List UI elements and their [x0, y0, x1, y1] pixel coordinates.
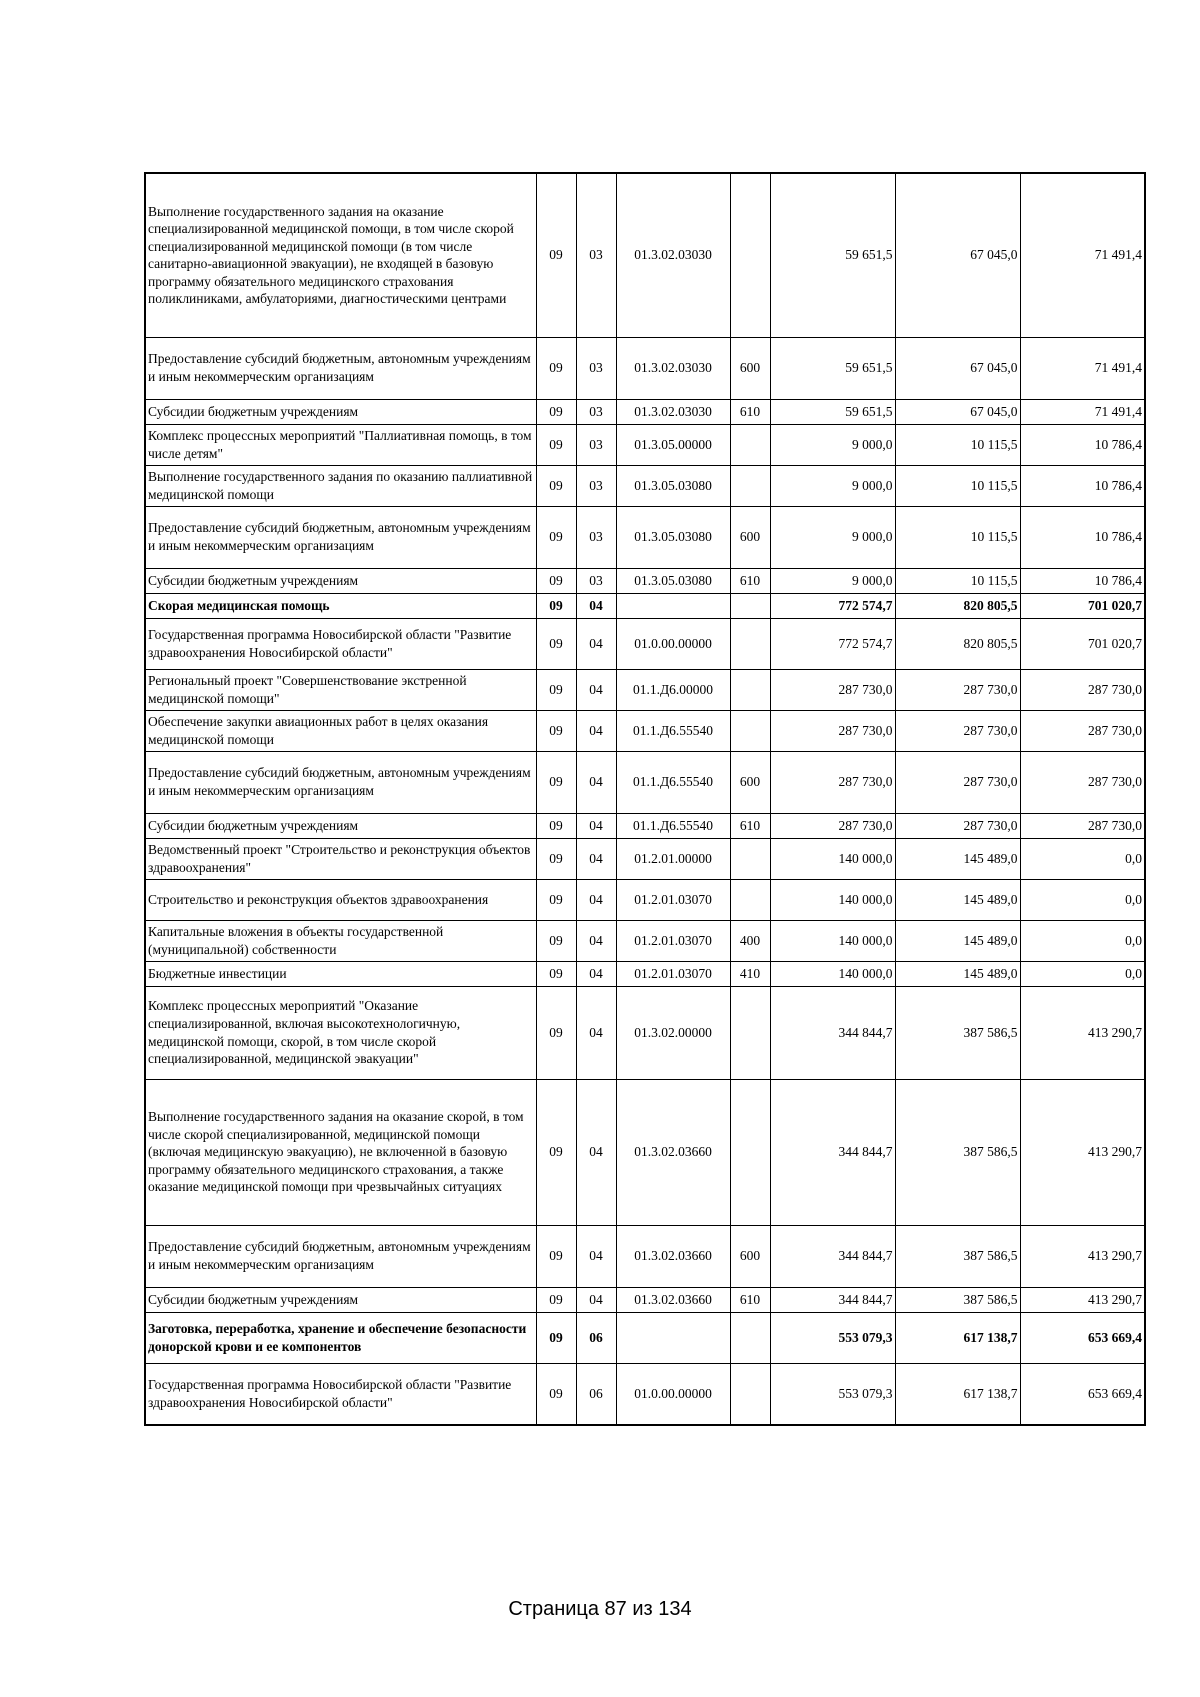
table-row [145, 618, 1145, 669]
cell-subsection: 06 [576, 1363, 616, 1425]
cell-expense-type [730, 710, 770, 751]
cell-subsection: 04 [576, 986, 616, 1079]
cell-name: Выполнение государственного задания по оказанию паллиативной медицинской помощи [145, 465, 536, 506]
table-row [145, 813, 1145, 838]
cell-amount-year-1: 9 000,0 [770, 465, 895, 506]
cell-amount-year-1: 59 651,5 [770, 337, 895, 399]
cell-section: 09 [536, 961, 576, 986]
cell-amount-year-1: 9 000,0 [770, 506, 895, 568]
cell-name: Предоставление субсидий бюджетным, автономным учреждениям и иным некоммерческим организациям [145, 337, 536, 399]
cell-expense-type [730, 838, 770, 879]
cell-section: 09 [536, 879, 576, 920]
cell-expense-type: 600 [730, 337, 770, 399]
table-row [145, 1079, 1145, 1225]
cell-name: Региональный проект "Совершенствование экстренной медицинской помощи" [145, 669, 536, 710]
cell-target-item: 01.2.01.03070 [616, 920, 730, 961]
table-row [145, 1312, 1145, 1363]
cell-amount-year-3: 0,0 [1020, 920, 1145, 961]
cell-subsection: 04 [576, 961, 616, 986]
cell-amount-year-2: 145 489,0 [895, 838, 1020, 879]
cell-amount-year-3: 0,0 [1020, 838, 1145, 879]
cell-subsection: 04 [576, 920, 616, 961]
cell-name: Предоставление субсидий бюджетным, автономным учреждениям и иным некоммерческим организациям [145, 506, 536, 568]
cell-amount-year-3: 287 730,0 [1020, 669, 1145, 710]
cell-section: 09 [536, 173, 576, 337]
table-row [145, 424, 1145, 465]
cell-amount-year-2: 387 586,5 [895, 1225, 1020, 1287]
cell-expense-type [730, 465, 770, 506]
cell-target-item: 01.1.Д6.55540 [616, 813, 730, 838]
table-row [145, 465, 1145, 506]
cell-amount-year-3: 10 786,4 [1020, 506, 1145, 568]
table-row [145, 1225, 1145, 1287]
cell-expense-type [730, 879, 770, 920]
cell-amount-year-1: 140 000,0 [770, 961, 895, 986]
cell-amount-year-3: 287 730,0 [1020, 813, 1145, 838]
cell-amount-year-3: 287 730,0 [1020, 710, 1145, 751]
cell-target-item: 01.3.05.03080 [616, 465, 730, 506]
cell-amount-year-3: 10 786,4 [1020, 424, 1145, 465]
cell-subsection: 04 [576, 838, 616, 879]
cell-subsection: 03 [576, 337, 616, 399]
cell-name: Государственная программа Новосибирской области "Развитие здравоохранения Новосибирской области" [145, 618, 536, 669]
cell-name: Государственная программа Новосибирской области "Развитие здравоохранения Новосибирской области" [145, 1363, 536, 1425]
cell-amount-year-3: 413 290,7 [1020, 1287, 1145, 1312]
cell-name: Выполнение государственного задания на оказание скорой, в том числе скорой специализированной, медицинской помощи (включая медицинскую эвакуацию), не включенной в базовую программу обязательного медицинского страхования, а также оказание медицинской помощи при чрезвычайных ситуациях [145, 1079, 536, 1225]
cell-amount-year-2: 10 115,5 [895, 424, 1020, 465]
table-row [145, 961, 1145, 986]
cell-subsection: 03 [576, 506, 616, 568]
cell-subsection: 04 [576, 710, 616, 751]
cell-amount-year-3: 287 730,0 [1020, 751, 1145, 813]
cell-amount-year-1: 553 079,3 [770, 1363, 895, 1425]
cell-amount-year-3: 71 491,4 [1020, 337, 1145, 399]
cell-amount-year-3: 10 786,4 [1020, 465, 1145, 506]
cell-target-item: 01.3.02.03030 [616, 173, 730, 337]
cell-amount-year-2: 387 586,5 [895, 1079, 1020, 1225]
table-row [145, 751, 1145, 813]
cell-amount-year-3: 71 491,4 [1020, 173, 1145, 337]
cell-target-item: 01.3.02.03660 [616, 1225, 730, 1287]
cell-amount-year-3: 701 020,7 [1020, 618, 1145, 669]
cell-subsection: 04 [576, 1079, 616, 1225]
cell-expense-type [730, 1363, 770, 1425]
cell-subsection: 03 [576, 173, 616, 337]
cell-amount-year-3: 10 786,4 [1020, 568, 1145, 593]
cell-subsection: 04 [576, 593, 616, 618]
cell-amount-year-1: 140 000,0 [770, 879, 895, 920]
cell-target-item: 01.0.00.00000 [616, 1363, 730, 1425]
cell-target-item: 01.3.05.03080 [616, 568, 730, 593]
cell-section: 09 [536, 337, 576, 399]
cell-expense-type: 610 [730, 813, 770, 838]
cell-section: 09 [536, 1225, 576, 1287]
page-number: Страница 87 из 134 [508, 1598, 692, 1620]
cell-section: 09 [536, 593, 576, 618]
table-row [145, 593, 1145, 618]
table-row [145, 920, 1145, 961]
cell-expense-type [730, 669, 770, 710]
cell-target-item: 01.3.02.03030 [616, 399, 730, 424]
cell-expense-type: 610 [730, 1287, 770, 1312]
cell-section: 09 [536, 1363, 576, 1425]
cell-amount-year-2: 67 045,0 [895, 337, 1020, 399]
cell-amount-year-1: 140 000,0 [770, 920, 895, 961]
cell-section: 09 [536, 1079, 576, 1225]
cell-target-item: 01.2.01.00000 [616, 838, 730, 879]
cell-amount-year-2: 287 730,0 [895, 751, 1020, 813]
cell-target-item: 01.3.02.03660 [616, 1079, 730, 1225]
cell-amount-year-1: 344 844,7 [770, 1287, 895, 1312]
cell-name: Скорая медицинская помощь [145, 593, 536, 618]
cell-expense-type [730, 1079, 770, 1225]
cell-amount-year-3: 71 491,4 [1020, 399, 1145, 424]
cell-amount-year-1: 553 079,3 [770, 1312, 895, 1363]
table-row [145, 337, 1145, 399]
cell-amount-year-3: 653 669,4 [1020, 1363, 1145, 1425]
cell-expense-type: 600 [730, 1225, 770, 1287]
cell-subsection: 04 [576, 1225, 616, 1287]
cell-amount-year-1: 59 651,5 [770, 173, 895, 337]
cell-subsection: 03 [576, 424, 616, 465]
cell-amount-year-3: 413 290,7 [1020, 1225, 1145, 1287]
budget-table [144, 172, 1146, 1426]
cell-amount-year-2: 10 115,5 [895, 568, 1020, 593]
cell-expense-type: 410 [730, 961, 770, 986]
cell-section: 09 [536, 920, 576, 961]
cell-section: 09 [536, 669, 576, 710]
cell-amount-year-3: 0,0 [1020, 879, 1145, 920]
cell-amount-year-2: 10 115,5 [895, 506, 1020, 568]
table-row [145, 879, 1145, 920]
cell-amount-year-1: 344 844,7 [770, 1079, 895, 1225]
cell-amount-year-2: 287 730,0 [895, 710, 1020, 751]
cell-expense-type: 600 [730, 506, 770, 568]
cell-expense-type [730, 424, 770, 465]
cell-section: 09 [536, 986, 576, 1079]
table-row [145, 1363, 1145, 1425]
cell-section: 09 [536, 618, 576, 669]
cell-name: Субсидии бюджетным учреждениям [145, 399, 536, 424]
cell-target-item: 01.3.05.03080 [616, 506, 730, 568]
cell-subsection: 03 [576, 568, 616, 593]
table-row [145, 1287, 1145, 1312]
cell-subsection: 04 [576, 879, 616, 920]
cell-amount-year-2: 67 045,0 [895, 173, 1020, 337]
cell-subsection: 04 [576, 669, 616, 710]
cell-amount-year-1: 287 730,0 [770, 669, 895, 710]
cell-name: Субсидии бюджетным учреждениям [145, 813, 536, 838]
cell-amount-year-2: 287 730,0 [895, 669, 1020, 710]
cell-name: Комплекс процессных мероприятий "Оказание специализированной, включая высокотехнологичную, медицинской помощи, скорой, в том числе скорой специализированной, медицинской эвакуации" [145, 986, 536, 1079]
cell-subsection: 04 [576, 618, 616, 669]
cell-amount-year-1: 344 844,7 [770, 986, 895, 1079]
cell-amount-year-3: 413 290,7 [1020, 1079, 1145, 1225]
table-row [145, 986, 1145, 1079]
cell-target-item: 01.1.Д6.55540 [616, 751, 730, 813]
cell-amount-year-2: 145 489,0 [895, 879, 1020, 920]
cell-amount-year-1: 9 000,0 [770, 424, 895, 465]
cell-amount-year-1: 59 651,5 [770, 399, 895, 424]
cell-target-item [616, 1312, 730, 1363]
cell-expense-type: 400 [730, 920, 770, 961]
cell-expense-type: 610 [730, 399, 770, 424]
cell-target-item: 01.0.00.00000 [616, 618, 730, 669]
cell-subsection: 03 [576, 399, 616, 424]
cell-amount-year-2: 67 045,0 [895, 399, 1020, 424]
cell-section: 09 [536, 751, 576, 813]
cell-name: Предоставление субсидий бюджетным, автономным учреждениям и иным некоммерческим организациям [145, 751, 536, 813]
cell-expense-type: 600 [730, 751, 770, 813]
cell-amount-year-1: 9 000,0 [770, 568, 895, 593]
cell-section: 09 [536, 399, 576, 424]
cell-expense-type [730, 593, 770, 618]
cell-section: 09 [536, 506, 576, 568]
cell-amount-year-2: 820 805,5 [895, 618, 1020, 669]
cell-name: Субсидии бюджетным учреждениям [145, 568, 536, 593]
cell-name: Выполнение государственного задания на оказание специализированной медицинской помощи, в том числе скорой специализированной медицинской помощи (в том числе санитарно-авиационной эвакуации), не входящей в базовую программу обязательного медицинского страхования поликлиниками, амбулаториями, диагностическими центрами [145, 173, 536, 337]
cell-name: Ведомственный проект "Строительство и реконструкция объектов здравоохранения" [145, 838, 536, 879]
cell-section: 09 [536, 568, 576, 593]
table-row [145, 399, 1145, 424]
cell-name: Капитальные вложения в объекты государственной (муниципальной) собственности [145, 920, 536, 961]
cell-section: 09 [536, 838, 576, 879]
cell-expense-type [730, 1312, 770, 1363]
table-row [145, 710, 1145, 751]
cell-amount-year-2: 387 586,5 [895, 986, 1020, 1079]
cell-target-item: 01.2.01.03070 [616, 961, 730, 986]
cell-amount-year-2: 387 586,5 [895, 1287, 1020, 1312]
cell-target-item: 01.3.02.00000 [616, 986, 730, 1079]
cell-expense-type [730, 618, 770, 669]
table-row [145, 838, 1145, 879]
cell-expense-type: 610 [730, 568, 770, 593]
cell-subsection: 04 [576, 751, 616, 813]
cell-section: 09 [536, 1312, 576, 1363]
cell-target-item: 01.3.05.00000 [616, 424, 730, 465]
cell-amount-year-3: 0,0 [1020, 961, 1145, 986]
cell-amount-year-2: 145 489,0 [895, 961, 1020, 986]
cell-amount-year-1: 772 574,7 [770, 618, 895, 669]
cell-section: 09 [536, 710, 576, 751]
cell-target-item: 01.2.01.03070 [616, 879, 730, 920]
cell-amount-year-1: 344 844,7 [770, 1225, 895, 1287]
cell-name: Заготовка, переработка, хранение и обеспечение безопасности донорской крови и ее компонентов [145, 1312, 536, 1363]
cell-section: 09 [536, 1287, 576, 1312]
cell-amount-year-3: 413 290,7 [1020, 986, 1145, 1079]
cell-subsection: 06 [576, 1312, 616, 1363]
cell-subsection: 04 [576, 813, 616, 838]
cell-section: 09 [536, 424, 576, 465]
cell-amount-year-2: 145 489,0 [895, 920, 1020, 961]
cell-amount-year-2: 617 138,7 [895, 1363, 1020, 1425]
cell-expense-type [730, 173, 770, 337]
cell-target-item: 01.1.Д6.55540 [616, 710, 730, 751]
cell-amount-year-3: 701 020,7 [1020, 593, 1145, 618]
cell-target-item [616, 593, 730, 618]
cell-amount-year-1: 287 730,0 [770, 813, 895, 838]
cell-target-item: 01.3.02.03030 [616, 337, 730, 399]
cell-name: Строительство и реконструкция объектов здравоохранения [145, 879, 536, 920]
cell-name: Субсидии бюджетным учреждениям [145, 1287, 536, 1312]
cell-amount-year-2: 10 115,5 [895, 465, 1020, 506]
cell-amount-year-1: 140 000,0 [770, 838, 895, 879]
table-row [145, 173, 1145, 337]
cell-amount-year-1: 287 730,0 [770, 751, 895, 813]
cell-subsection: 03 [576, 465, 616, 506]
table-row [145, 568, 1145, 593]
cell-target-item: 01.3.02.03660 [616, 1287, 730, 1312]
cell-target-item: 01.1.Д6.00000 [616, 669, 730, 710]
cell-name: Комплекс процессных мероприятий "Паллиативная помощь, в том числе детям" [145, 424, 536, 465]
cell-amount-year-1: 772 574,7 [770, 593, 895, 618]
cell-subsection: 04 [576, 1287, 616, 1312]
cell-section: 09 [536, 465, 576, 506]
cell-amount-year-1: 287 730,0 [770, 710, 895, 751]
page-footer [0, 1598, 1200, 1621]
cell-amount-year-2: 617 138,7 [895, 1312, 1020, 1363]
cell-amount-year-3: 653 669,4 [1020, 1312, 1145, 1363]
cell-name: Предоставление субсидий бюджетным, автономным учреждениям и иным некоммерческим организациям [145, 1225, 536, 1287]
cell-name: Обеспечение закупки авиационных работ в целях оказания медицинской помощи [145, 710, 536, 751]
cell-section: 09 [536, 813, 576, 838]
table-row [145, 669, 1145, 710]
cell-amount-year-2: 287 730,0 [895, 813, 1020, 838]
cell-name: Бюджетные инвестиции [145, 961, 536, 986]
cell-expense-type [730, 986, 770, 1079]
budget-table-body [145, 173, 1145, 1425]
cell-amount-year-2: 820 805,5 [895, 593, 1020, 618]
table-row [145, 506, 1145, 568]
